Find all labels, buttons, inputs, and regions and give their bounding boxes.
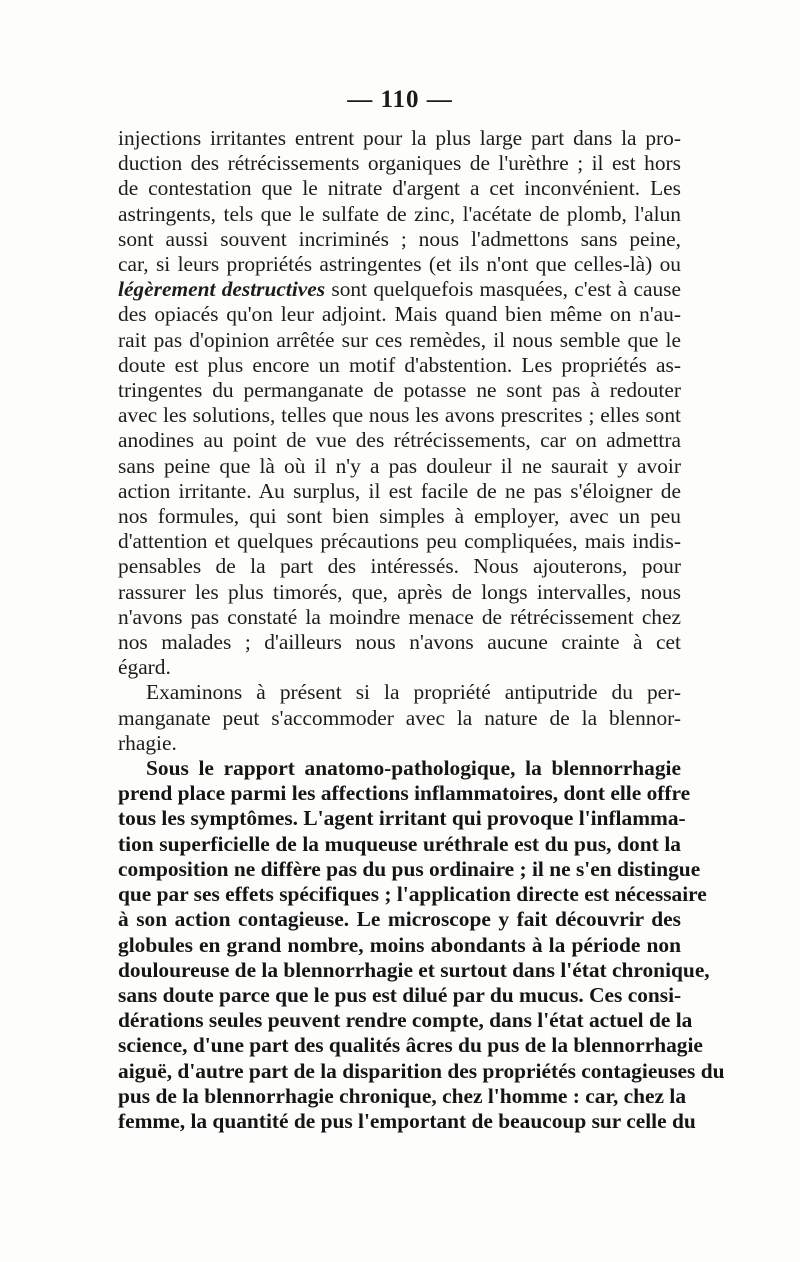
text-line: pensables de la part des intéressés. Nous ajouterons, pour [118,554,681,579]
text-line: Examinons à présent si la propriété antiputride du per- [146,680,681,705]
text-line: manganate peut s'accommoder avec la nature de la blennor- [118,705,681,730]
text-line: duction des rétrécissements organiques de l'urèthre ; il est hors [118,151,681,176]
text-line: doute est plus encore un motif d'abstention. Les propriétés as- [118,352,681,377]
text-line: égard. [118,655,171,680]
text-line: Sous le rapport anatomo-pathologique, la blennorrhagie [146,756,681,781]
text-line: n'avons pas constaté la moindre menace de rétrécissement chez [118,604,681,629]
body-text [118,126,725,1134]
italic-phrase: légèrement destructives [118,277,326,302]
text-line: globules en grand nombre, moins abondants à la période non [118,932,681,957]
text-line: avec les solutions, telles que nous les avons prescrites ; elles sont [118,403,681,428]
text-line-with-italic [118,277,681,302]
text-line: science, d'une part des qualités âcres du pus de la blennorrhagie [118,1033,703,1058]
text-line: astringents, tels que le sulfate de zinc, l'acétate de plomb, l'alun [118,201,681,226]
text-line: à son action contagieuse. Le microscope y fait découvrir des [118,907,681,932]
text-line: action irritante. Au surplus, il est facile de ne pas s'éloigner de [118,478,681,503]
paragraph-1 [118,126,681,680]
text-line: nos formules, qui sont bien simples à employer, avec un peu [118,504,681,529]
text-line: tion superficielle de la muqueuse uréthrale est du pus, dont la [118,831,681,856]
text-line: tous les symptômes. L'agent irritant qui provoque l'inflamma- [118,806,686,831]
text-line: de contestation que le nitrate d'argent a cet inconvénient. Les [118,176,681,201]
text-line: tringentes du permanganate de potasse ne sont pas à redouter [118,378,681,403]
text-line: sans peine que là où il n'y a pas douleur il ne saurait y avoir [118,453,681,478]
text-line: prend place parmi les affections inflammatoires, dont elle offre [118,781,691,806]
text-line: rhagie. [118,730,177,755]
text-line: car, si leurs propriétés astringentes (et ils n'ont que celles-là) ou [118,252,681,277]
text-line: pus de la blennorrhagie chronique, chez l'homme : car, chez la [118,1083,687,1108]
text-line: douloureuse de la blennorrhagie et surtout dans l'état chronique, [118,957,710,982]
page-number: — 110 — [347,86,453,113]
text-line: composition ne diffère pas du pus ordinaire ; il ne s'en distingue [118,856,701,881]
text-line: anodines au point de vue des rétrécissements, car on admettra [118,428,681,453]
text-line: des opiacés qu'on leur adjoint. Mais quand bien même on n'au- [118,302,681,327]
text-line: rassurer les plus timorés, que, après de longs intervalles, nous [118,579,681,604]
text-line: aiguë, d'autre part de la disparition des propriétés contagieuses du [118,1058,725,1083]
paragraph-3 [118,756,725,1134]
text-line: que par ses effets spécifiques ; l'application directe est nécessaire [118,882,707,907]
text-line: femme, la quantité de pus l'emportant de beaucoup sur celle du [118,1108,696,1133]
text-line: rait pas d'opinion arrêtée sur ces remèdes, il nous semble que le [118,327,681,352]
text-line-rest: sont quelquefois masquées, c'est à cause [325,277,681,302]
text-line: dérations seules peuvent rendre compte, dans l'état actuel de la [118,1008,693,1033]
text-line: d'attention et quelques précautions peu compliquées, mais indis- [118,529,681,554]
text-line: sans doute parce que le pus est dilué par du mucus. Ces consi- [118,982,682,1007]
text-line: sont aussi souvent incriminés ; nous l'admettons sans peine, [118,226,681,251]
text-line: injections irritantes entrent pour la plus large part dans la pro- [118,126,681,150]
paragraph-2 [118,680,681,756]
text-line: nos malades ; d'ailleurs nous n'avons aucune crainte à cet [118,630,681,655]
